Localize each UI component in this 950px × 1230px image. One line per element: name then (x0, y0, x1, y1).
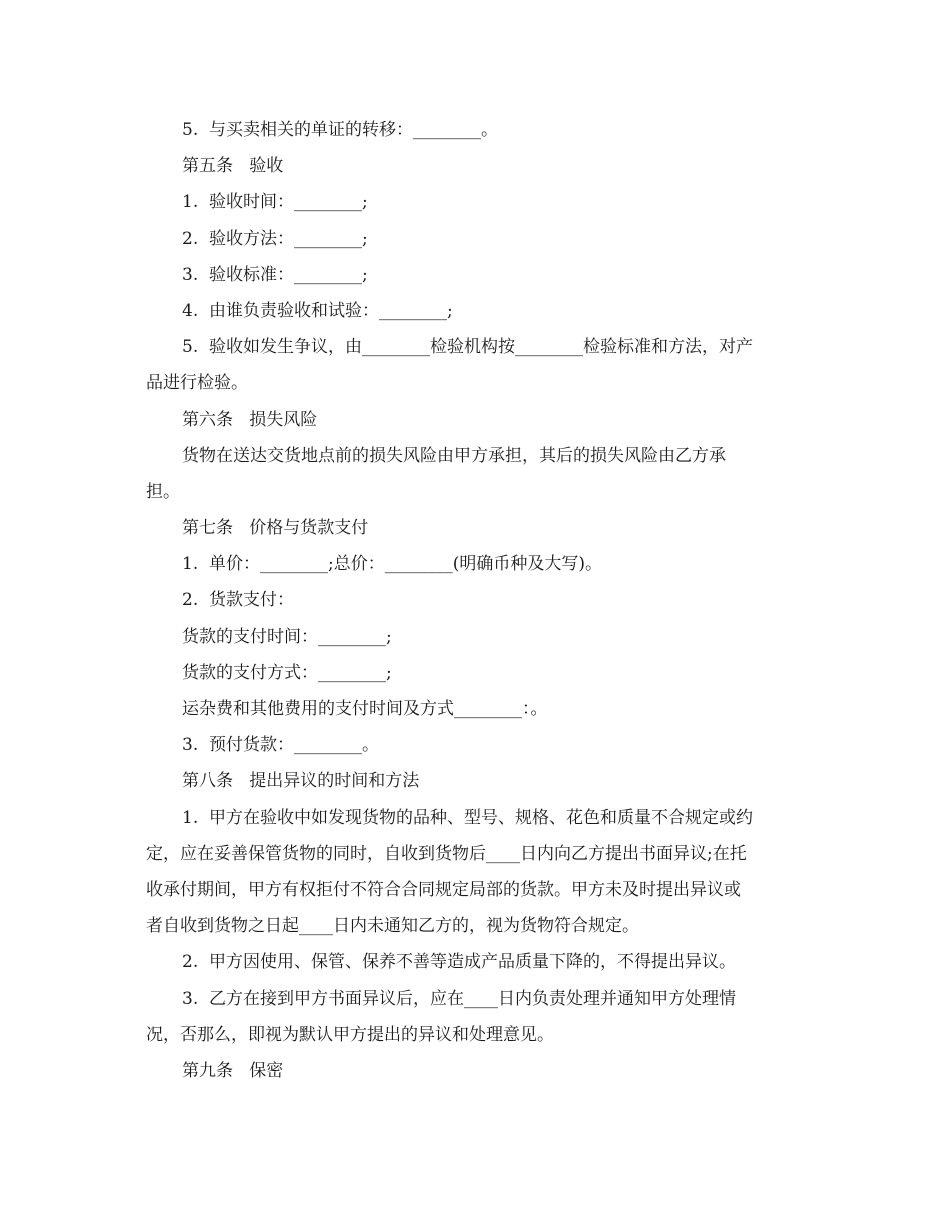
document-line: 者自收到货物之日起____日内未通知乙方的，视为货物符合规定。 (146, 916, 639, 937)
document-line: 第七条 价格与货款支付 (182, 518, 369, 539)
document-line: 况，否那么，即视为默认甲方提出的异议和处理意见。 (146, 1024, 554, 1045)
document-line: 货款的支付时间：________; (182, 626, 392, 647)
document-line: 2. 验收方法：________; (182, 228, 368, 249)
document-line: 1. 单价：________;总价：________(明确币种及大写)。 (182, 554, 603, 575)
document-line: 担。 (146, 481, 180, 502)
document-line: 收承付期间，甲方有权拒付不符合合同规定局部的货款。甲方未及时提出异议或 (146, 879, 741, 900)
document-body (146, 112, 806, 1089)
document-line: 第八条 提出异议的时间和方法 (182, 771, 420, 792)
document-line: 定，应在妥善保管货物的同时，自收到货物后____日内向乙方提出书面异议;在托 (146, 843, 747, 864)
document-line: 第九条 保密 (182, 1060, 284, 1081)
document-line: 品进行检验。 (146, 373, 248, 394)
document-line: 运杂费和其他费用的支付时间及方式________：。 (182, 699, 548, 719)
document-line: 5. 验收如发生争议，由________检验机构按________检验标准和方法，对产 (182, 337, 754, 358)
document-line: 1. 甲方在验收中如发现货物的品种、型号、规格、花色和质量不合规定或约 (182, 807, 754, 828)
document-line: 3. 验收标准：________; (182, 264, 368, 285)
document-line: 第六条 损失风险 (182, 409, 318, 430)
document-line: 货物在送达交货地点前的损失风险由甲方承担，其后的损失风险由乙方承 (182, 445, 726, 466)
document-line: 货款的支付方式：________; (182, 662, 392, 683)
document-line: 2. 甲方因使用、保管、保养不善等造成产品质量下降的，不得提出异议。 (182, 952, 737, 973)
document-line: 4. 由谁负责验收和试验：________; (182, 300, 453, 321)
document-line: 3. 预付货款：________。 (182, 735, 380, 756)
document-line: 1. 验收时间：________; (182, 192, 368, 213)
document-line: 2. 货款支付： (182, 590, 295, 611)
document-line: 3. 乙方在接到甲方书面异议后，应在____日内负责处理并通知甲方处理情 (182, 988, 737, 1009)
document-line: 5. 与买卖相关的单证的转移：________。 (182, 120, 499, 140)
document-line: 第五条 验收 (182, 156, 284, 177)
